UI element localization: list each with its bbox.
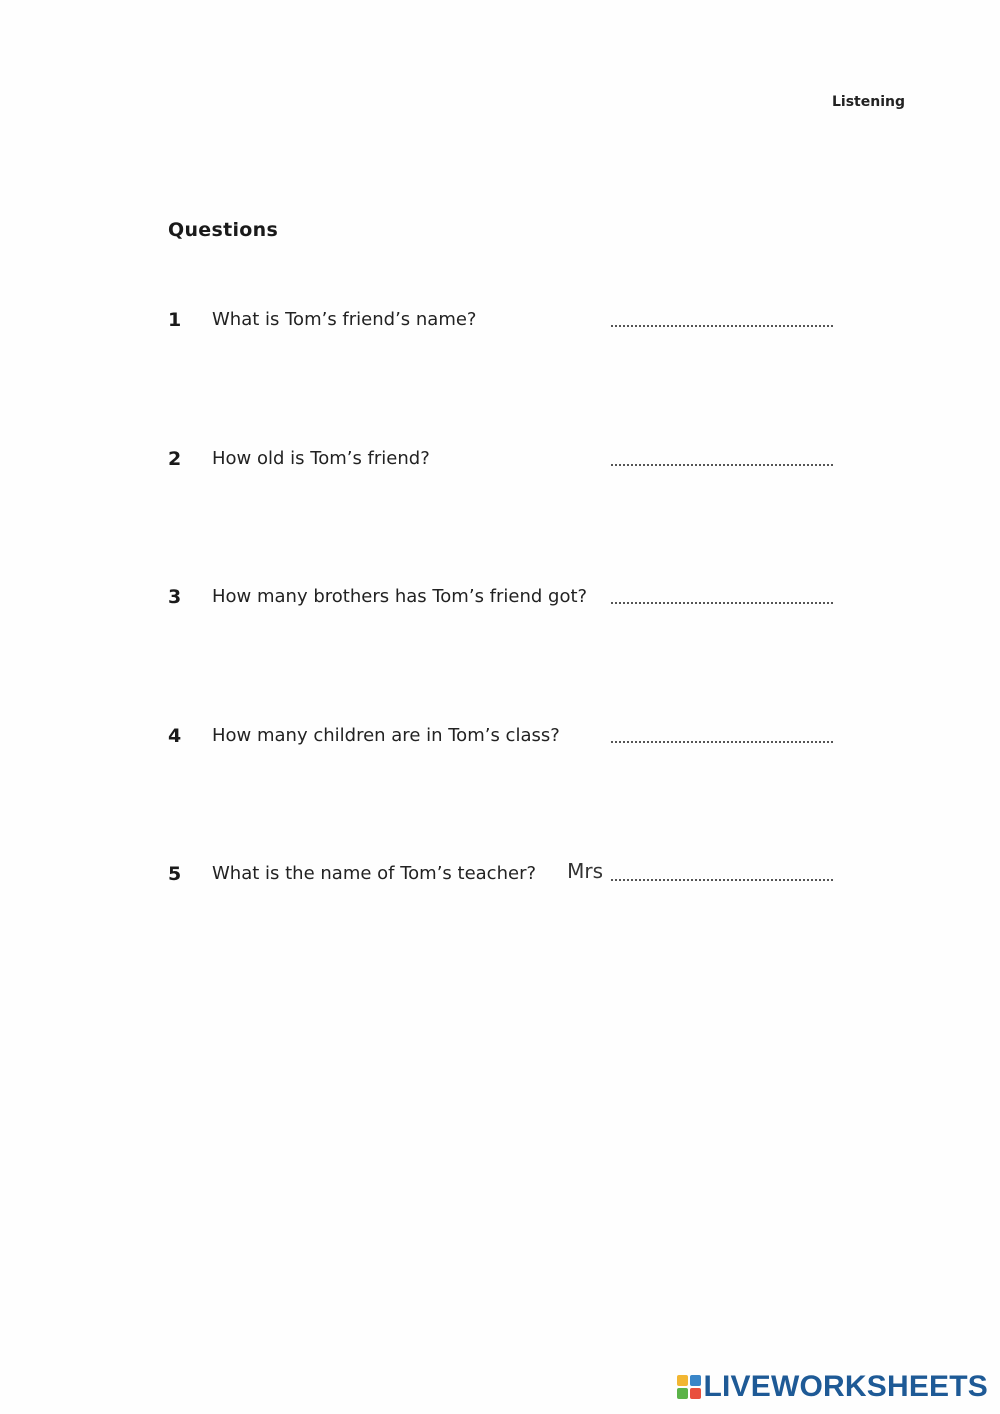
question-text: What is Tom’s friend’s name? xyxy=(212,309,477,330)
section-label: Listening xyxy=(832,94,905,110)
question-text: How old is Tom’s friend? xyxy=(212,448,430,469)
liveworksheets-logo xyxy=(677,1370,989,1404)
answer-field[interactable] xyxy=(611,464,833,466)
question-number: 3 xyxy=(168,586,182,608)
question-4 xyxy=(168,725,833,755)
liveworksheets-logo-icon xyxy=(677,1375,701,1399)
answer-field[interactable] xyxy=(611,879,833,881)
answer-field[interactable] xyxy=(611,602,833,604)
question-number: 1 xyxy=(168,309,182,331)
question-text: What is the name of Tom’s teacher? xyxy=(212,863,537,884)
answer-prefix: Mrs xyxy=(567,859,603,883)
question-5 xyxy=(168,859,833,893)
question-number: 5 xyxy=(168,863,182,885)
question-text: How many children are in Tom’s class? xyxy=(212,725,560,746)
logo-text: LIVEWORKSHEETS xyxy=(703,1370,988,1403)
answer-field[interactable] xyxy=(611,325,833,327)
question-number: 4 xyxy=(168,725,182,747)
question-1 xyxy=(168,309,833,339)
question-number: 2 xyxy=(168,448,182,470)
answer-field[interactable] xyxy=(611,741,833,743)
questions-heading: Questions xyxy=(168,219,279,241)
question-text: How many brothers has Tom’s friend got? xyxy=(212,586,588,607)
question-2 xyxy=(168,448,833,478)
question-3 xyxy=(168,586,833,616)
